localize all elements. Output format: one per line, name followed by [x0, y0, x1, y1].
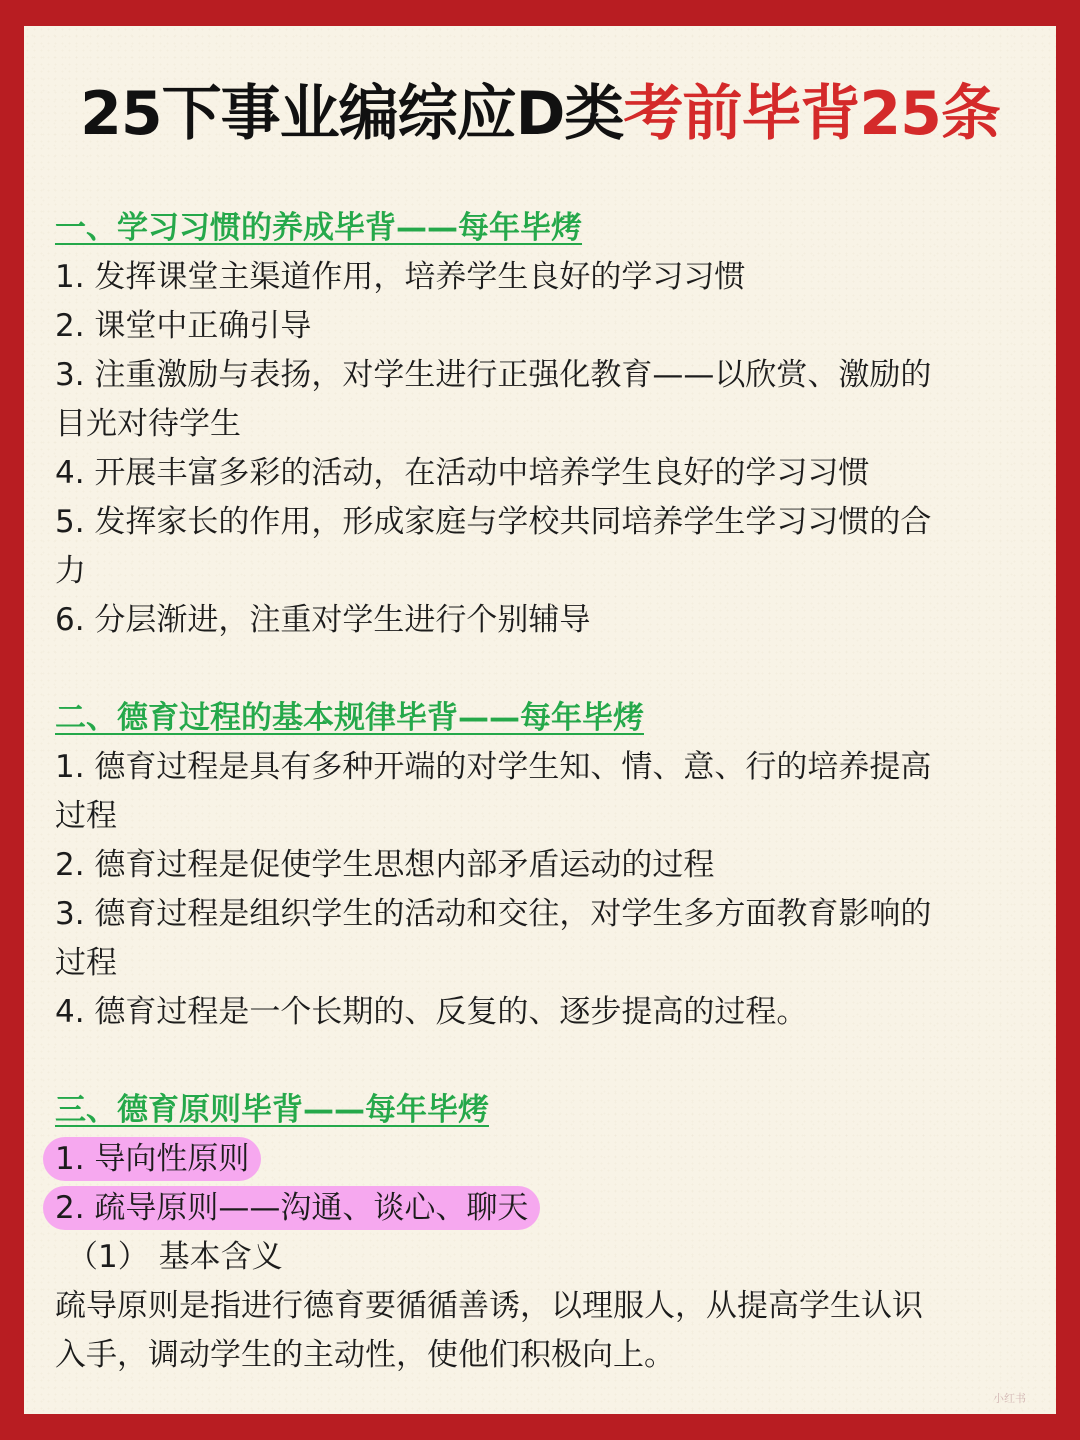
list-item-continued: 目光对待学生 [55, 406, 241, 442]
section-3 [55, 1086, 1035, 1380]
highlighted-item: 1. 导向性原则 [43, 1137, 261, 1181]
title-black-part: 25下事业编综应D类 [80, 79, 624, 149]
paragraph-line: 疏导原则是指进行德育要循循善诱，以理服人，从提高学生认识 [55, 1288, 923, 1324]
list-item: 3. 注重激励与表扬，对学生进行正强化教育——以欣赏、激励的 [55, 357, 932, 393]
content-body [55, 204, 1035, 1380]
list-item: 3. 德育过程是组织学生的活动和交往，对学生多方面教育影响的 [55, 896, 932, 932]
list-item: 4. 德育过程是一个长期的、反复的、逐步提高的过程。 [55, 994, 808, 1030]
list-item: 1. 德育过程是具有多种开端的对学生知、情、意、行的培养提高 [55, 749, 932, 785]
section-1 [55, 204, 1035, 645]
section-heading: 三、德育原则毕背——每年毕烤 [55, 1092, 489, 1128]
list-item-continued: 力 [55, 553, 86, 589]
list-item: 2. 课堂中正确引导 [55, 308, 312, 344]
paragraph-line: 入手，调动学生的主动性，使他们积极向上。 [55, 1337, 675, 1373]
list-item-continued: 过程 [55, 945, 117, 981]
page-title [24, 78, 1056, 150]
list-item-continued: 过程 [55, 798, 117, 834]
section-spacer [55, 645, 1035, 694]
section-spacer [55, 1037, 1035, 1086]
watermark: 小红书 [993, 1392, 1026, 1405]
paper-card [24, 26, 1056, 1414]
subheading: （1） 基本含义 [67, 1239, 283, 1275]
highlighted-item: 2. 疏导原则——沟通、谈心、聊天 [43, 1186, 540, 1230]
list-item: 5. 发挥家长的作用，形成家庭与学校共同培养学生学习习惯的合 [55, 504, 932, 540]
list-item: 1. 发挥课堂主渠道作用，培养学生良好的学习习惯 [55, 259, 746, 295]
list-item: 6. 分层渐进，注重对学生进行个别辅导 [55, 602, 591, 638]
section-heading: 二、德育过程的基本规律毕背——每年毕烤 [55, 700, 644, 736]
section-heading: 一、学习习惯的养成毕背——每年毕烤 [55, 210, 582, 246]
list-item: 2. 德育过程是促使学生思想内部矛盾运动的过程 [55, 847, 715, 883]
list-item: 4. 开展丰富多彩的活动，在活动中培养学生良好的学习习惯 [55, 455, 870, 491]
section-2 [55, 694, 1035, 1037]
title-red-part: 考前毕背25条 [623, 79, 1000, 149]
